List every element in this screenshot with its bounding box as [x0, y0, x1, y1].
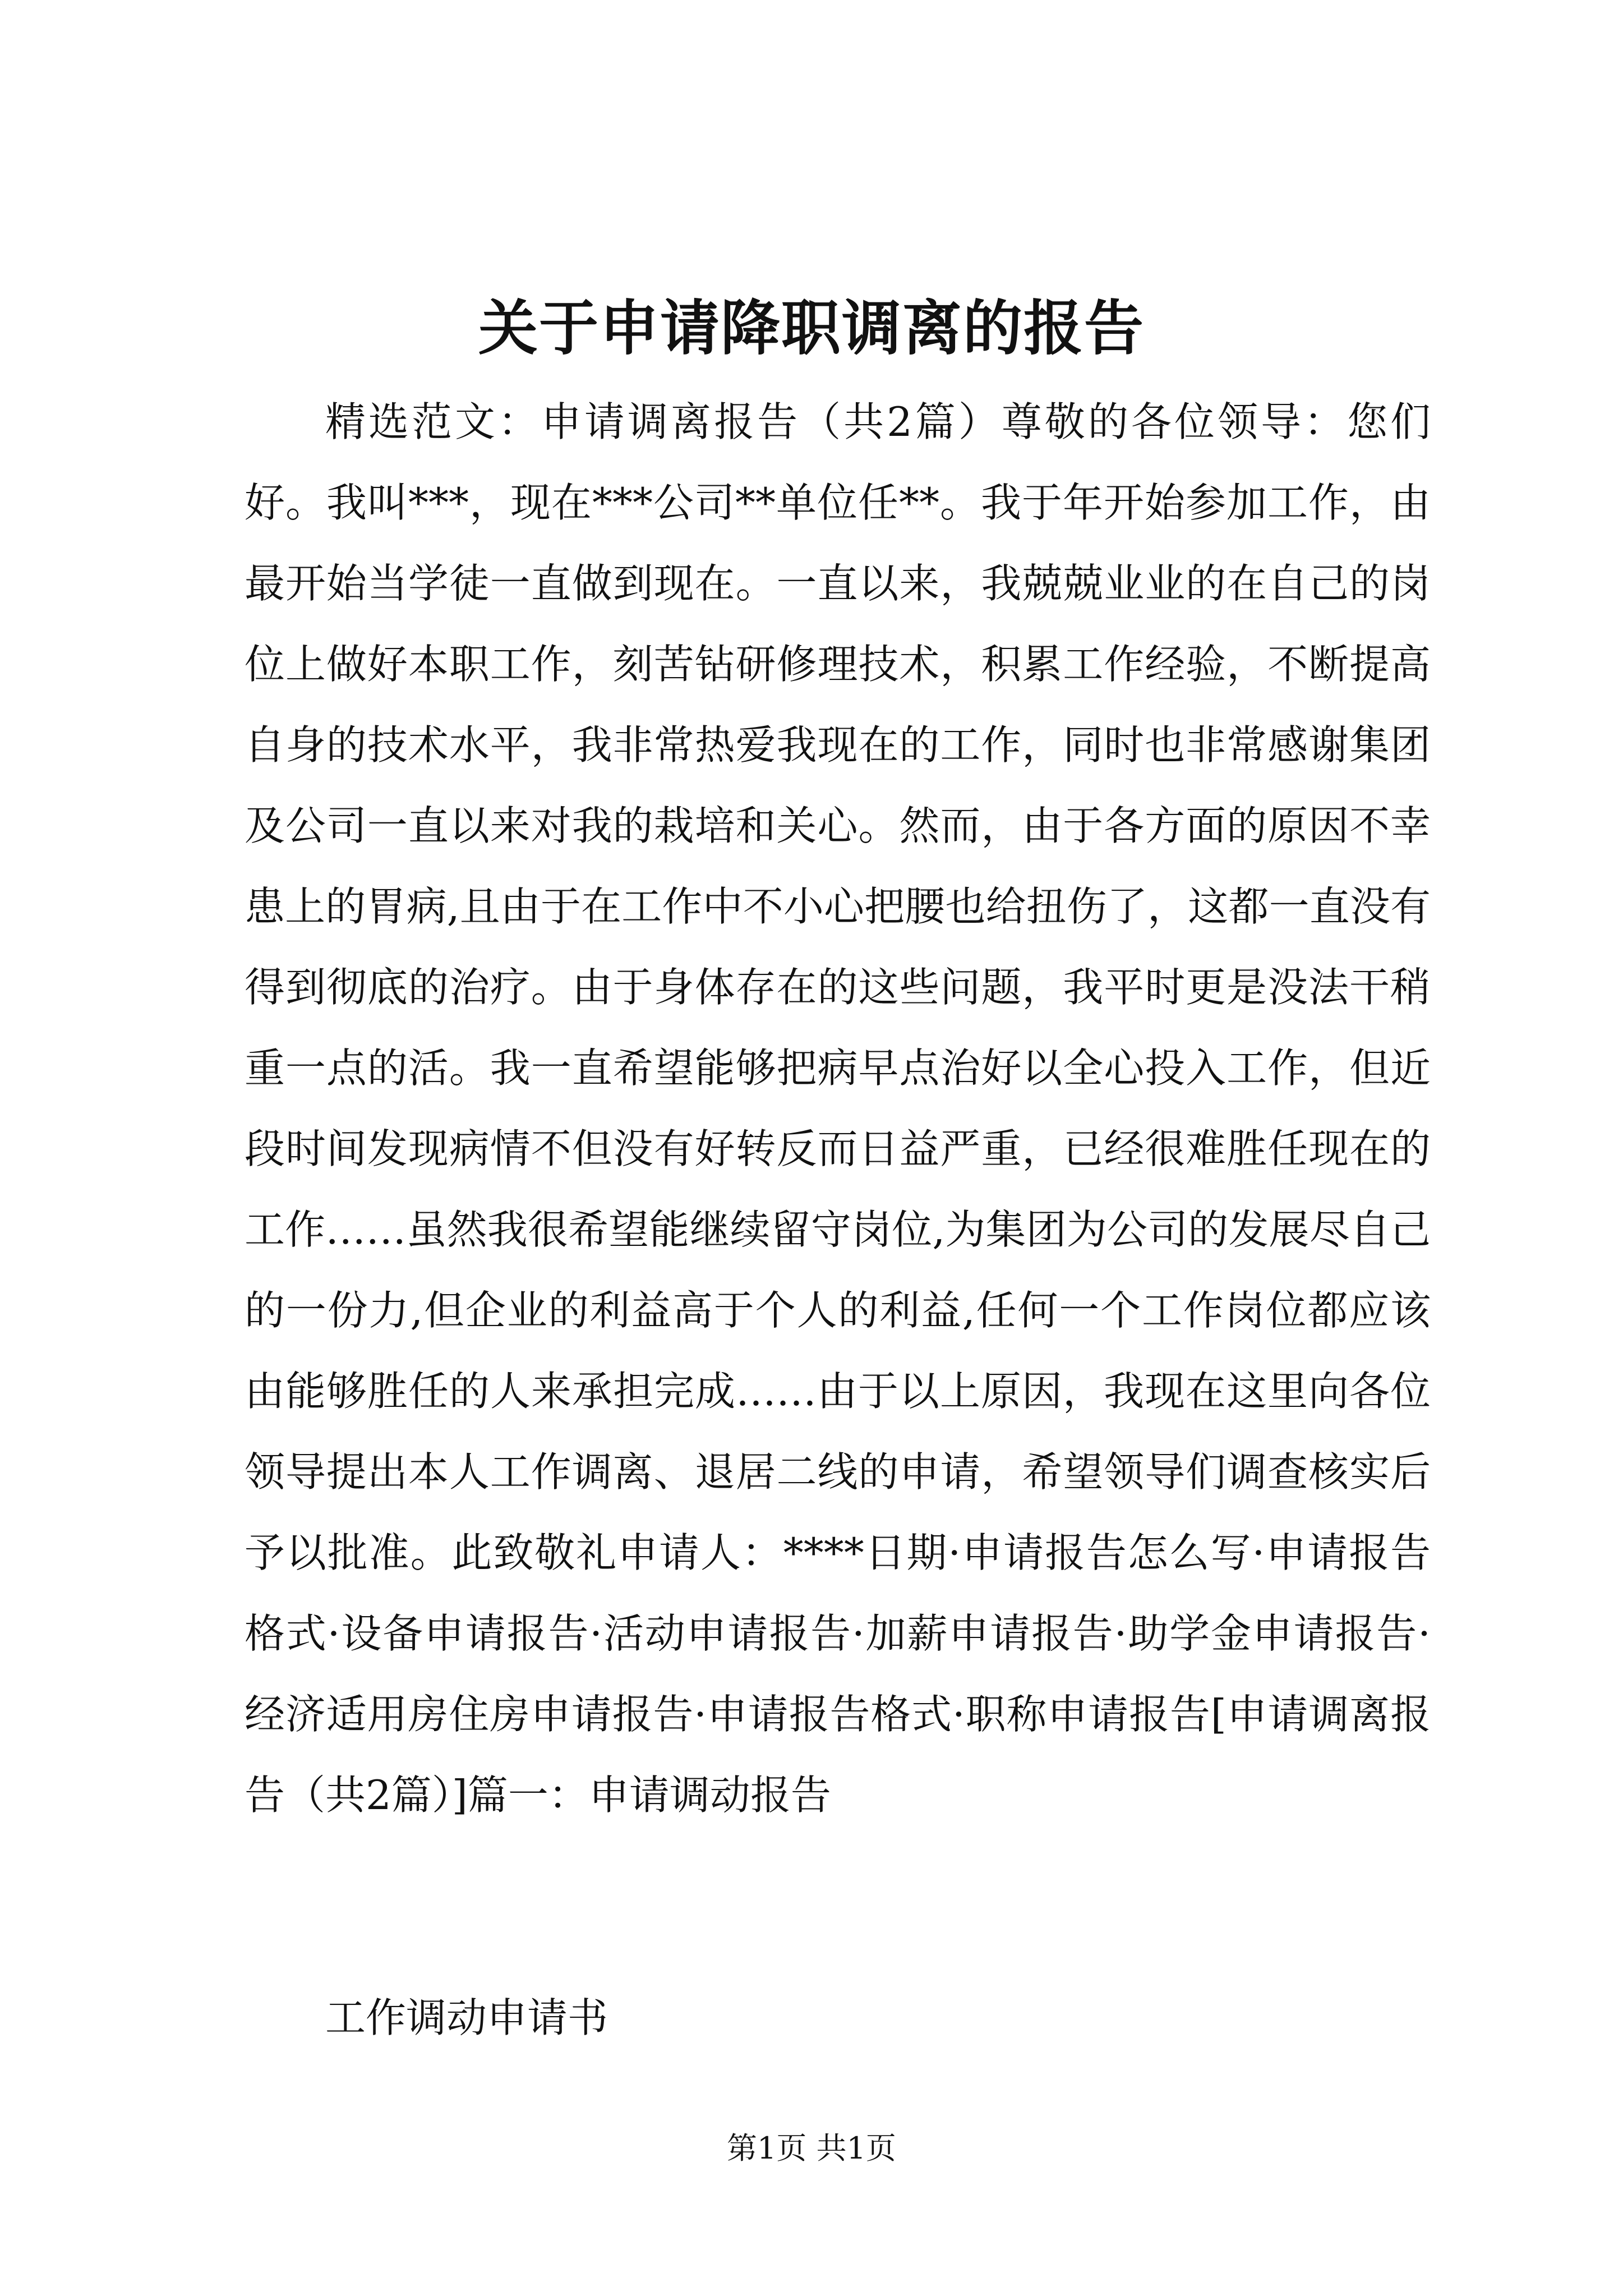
page-footer: 第1页 共1页: [727, 2131, 896, 2166]
document-title: 关于申请降职调离的报告: [478, 293, 1145, 363]
document-body-paragraph: 精选范文：申请调离报告（共2篇）尊敬的各位领导：您们好。我叫***，现在***公司**单位任**。我于年开始参加工作，由最开始当学徒一直做到现在。一直以来，我兢兢业业的在自己的岗位上做好本职工作，刻苦钻研修理技术，积累工作经验，不断提高自身的技术水平，我非常热爱我现在的工作，同时也非常感谢集团及公司一直以来对我的栽培和关心。然而，由于各方面的原因不幸患上的胃病,且由于在工作中不小心把腰也给扭伤了，这都一直没有得到彻底的治疗。由于身体存在的这些问题，我平时更是没法干稍重一点的活。我一直希望能够把病早点治好以全心投入工作，但近段时间发现病情不但没有好转反而日益严重，已经很难胜任现在的工作……虽然我很希望能继续留守岗位,为集团为公司的发展尽自己的一份力,但企业的利益高于个人的利益,任何一个工作岗位都应该由能够胜任的人来承担完成……由于以上原因，我现在这里向各位领导提出本人工作调离、退居二线的申请，希望领导们调查核实后予以批准。此致敬礼申请人：****日期·申请报告怎么写·申请报告格式·设备申请报告·活动申请报告·加薪申请报告·助学金申请报告·经济适用房住房申请报告·申请报告格式·职称申请报告[申请调离报告（共2篇）]篇一：申请调动报告: [245, 398, 1431, 1819]
document-subheading: 工作调动申请书: [325, 1994, 608, 2041]
